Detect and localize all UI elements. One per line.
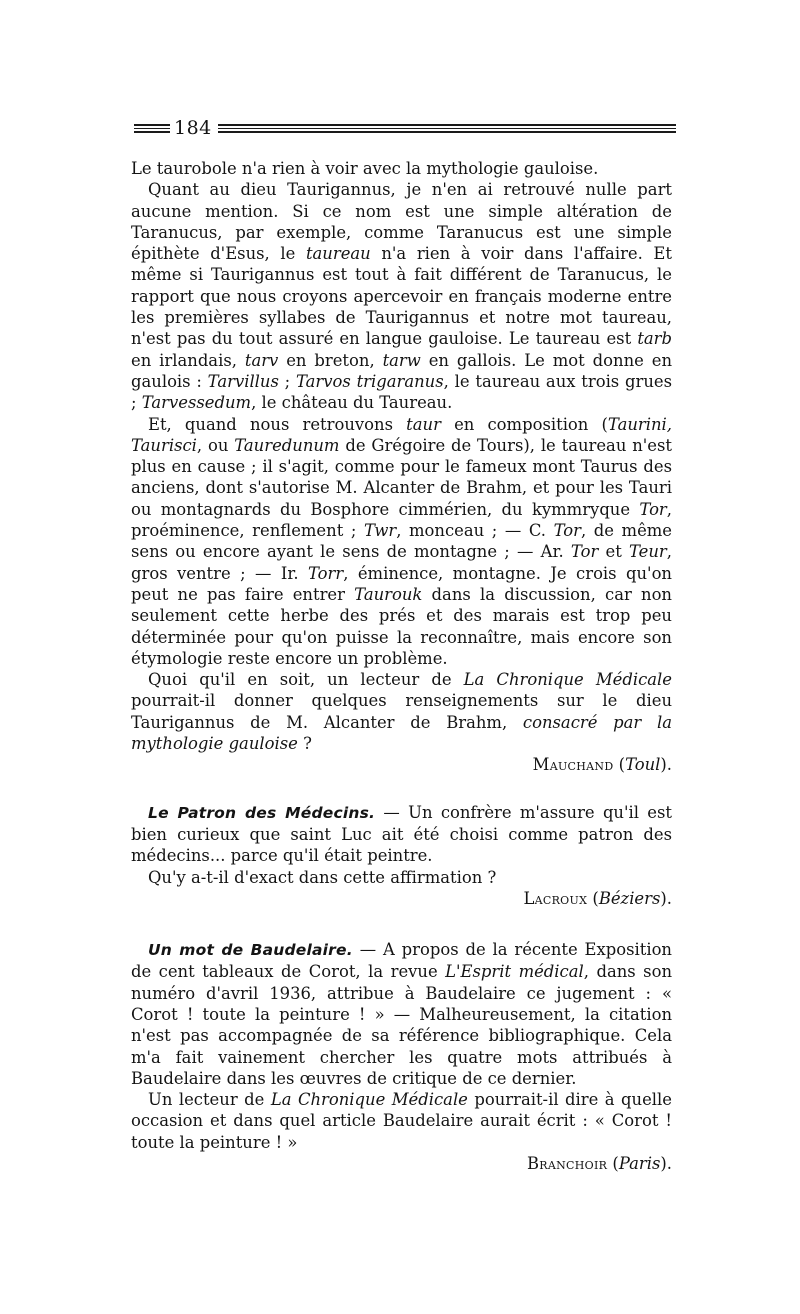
- signature-name: Mauchand: [532, 755, 614, 775]
- header-rule-right: [218, 124, 676, 133]
- paragraph: Quoi qu'il en soit, un lecteur de La Chronique Médicale pourrait-il donner quelques renseignements sur le dieu Taurigannus de M. Alcanter de Brahm, consacré par la mythologie gauloise ?: [131, 670, 673, 754]
- paragraph: Le taurobole n'a rien à voir avec la mythologie gauloise.: [131, 159, 599, 178]
- signature-name: Lacroux: [523, 888, 588, 908]
- paragraph: Un mot de Baudelaire. — A propos de la récente Exposition de cent tableaux de Corot, la revue L'Esprit médical, dans son numéro d'avril 1936, attribue à Baudelaire ce jugement : « Corot ! toute la peinture ! » — Malheureusement, la citation n'est pas accompagnée de sa référence bibliographique. Cela m'a fait vainement chercher les quatre mots attribués à Baudelaire dans les œuvres de critique de ce dernier.: [131, 940, 673, 1088]
- signature-place: Béziers: [598, 888, 661, 908]
- signature: Mauchand (Toul).: [532, 755, 672, 775]
- section-patron-des-medecins: [131, 802, 672, 909]
- signature: Lacroux (Béziers).: [523, 888, 672, 908]
- page-number: 184: [174, 117, 212, 139]
- paragraph: Un lecteur de La Chronique Médicale pourrait-il dire à quelle occasion et dans quel article Baudelaire aurait écrit : « Corot ! toute la peinture ! »: [131, 1090, 672, 1152]
- section-taurigannus: [131, 158, 672, 776]
- signature: Branchoir (Paris).: [526, 1154, 672, 1174]
- paragraph: Et, quand nous retrouvons taur en composition (Taurini, Taurisci, ou Tauredunum de Grégoire de Tours), le taureau n'est plus en cause ; il s'agit, comme pour le fameux mont Taurus des anciens, dont s'autorise M. Alcanter de Brahm, et pour les Tauri ou montagnards du Bosphore cimmérien, du kymmryque Tor, proéminence, renflement ; Twr, monceau ; — C. Tor, de même sens ou encore ayant le sens de montagne ; — Ar. Tor et Teur, gros ventre ; — Ir. Torr, éminence, montagne. Je crois qu'on peut ne pas faire entrer Taurouk dans la discussion, car non seulement cette herbe des prés et des marais est trop peu déterminée pour qu'on puisse la reconnaître, mais encore son étymologie reste encore un problème.: [131, 414, 673, 668]
- signature-name: Branchoir: [526, 1154, 608, 1174]
- running-header: [134, 117, 676, 140]
- signature-place: Toul: [625, 755, 661, 775]
- paragraph: Qu'y a-t-il d'exact dans cette affirmation ?: [148, 867, 497, 887]
- article-body: [131, 158, 672, 1174]
- paragraph: Quant au dieu Taurigannus, je n'en ai retrouvé nulle part aucune mention. Si ce nom est une simple altération de Taranucus, par exemple, comme Taranucus est une simple épithète d'Esus, le taureau n'a rien à voir dans l'affaire. Et même si Taurigannus est tout à fait différent de Taranucus, le rapport que nous croyons apercevoir en français moderne entre les premières syllabes de Taurigannus et notre mot taureau, n'est pas du tout assuré en langue gauloise. Le taureau est tarb en irlandais, tarv en breton, tarw en gallois. Le mot donne en gaulois : Tarvillus ; Tarvos trigaranus, le taureau aux trois grues ; Tarvessedum, le château du Taureau.: [131, 180, 672, 413]
- paragraph: Le Patron des Médecins. — Un confrère m'assure qu'il est bien curieux que saint Luc ait été choisi comme patron des médecins... parce qu'il était peintre.: [131, 802, 672, 866]
- section-title: Un mot de Baudelaire.: [148, 941, 353, 960]
- section-title: Le Patron des Médecins.: [148, 803, 376, 822]
- signature-place: Paris: [618, 1154, 661, 1174]
- header-rule-left: [134, 124, 170, 133]
- section-mot-de-baudelaire: [131, 939, 672, 1174]
